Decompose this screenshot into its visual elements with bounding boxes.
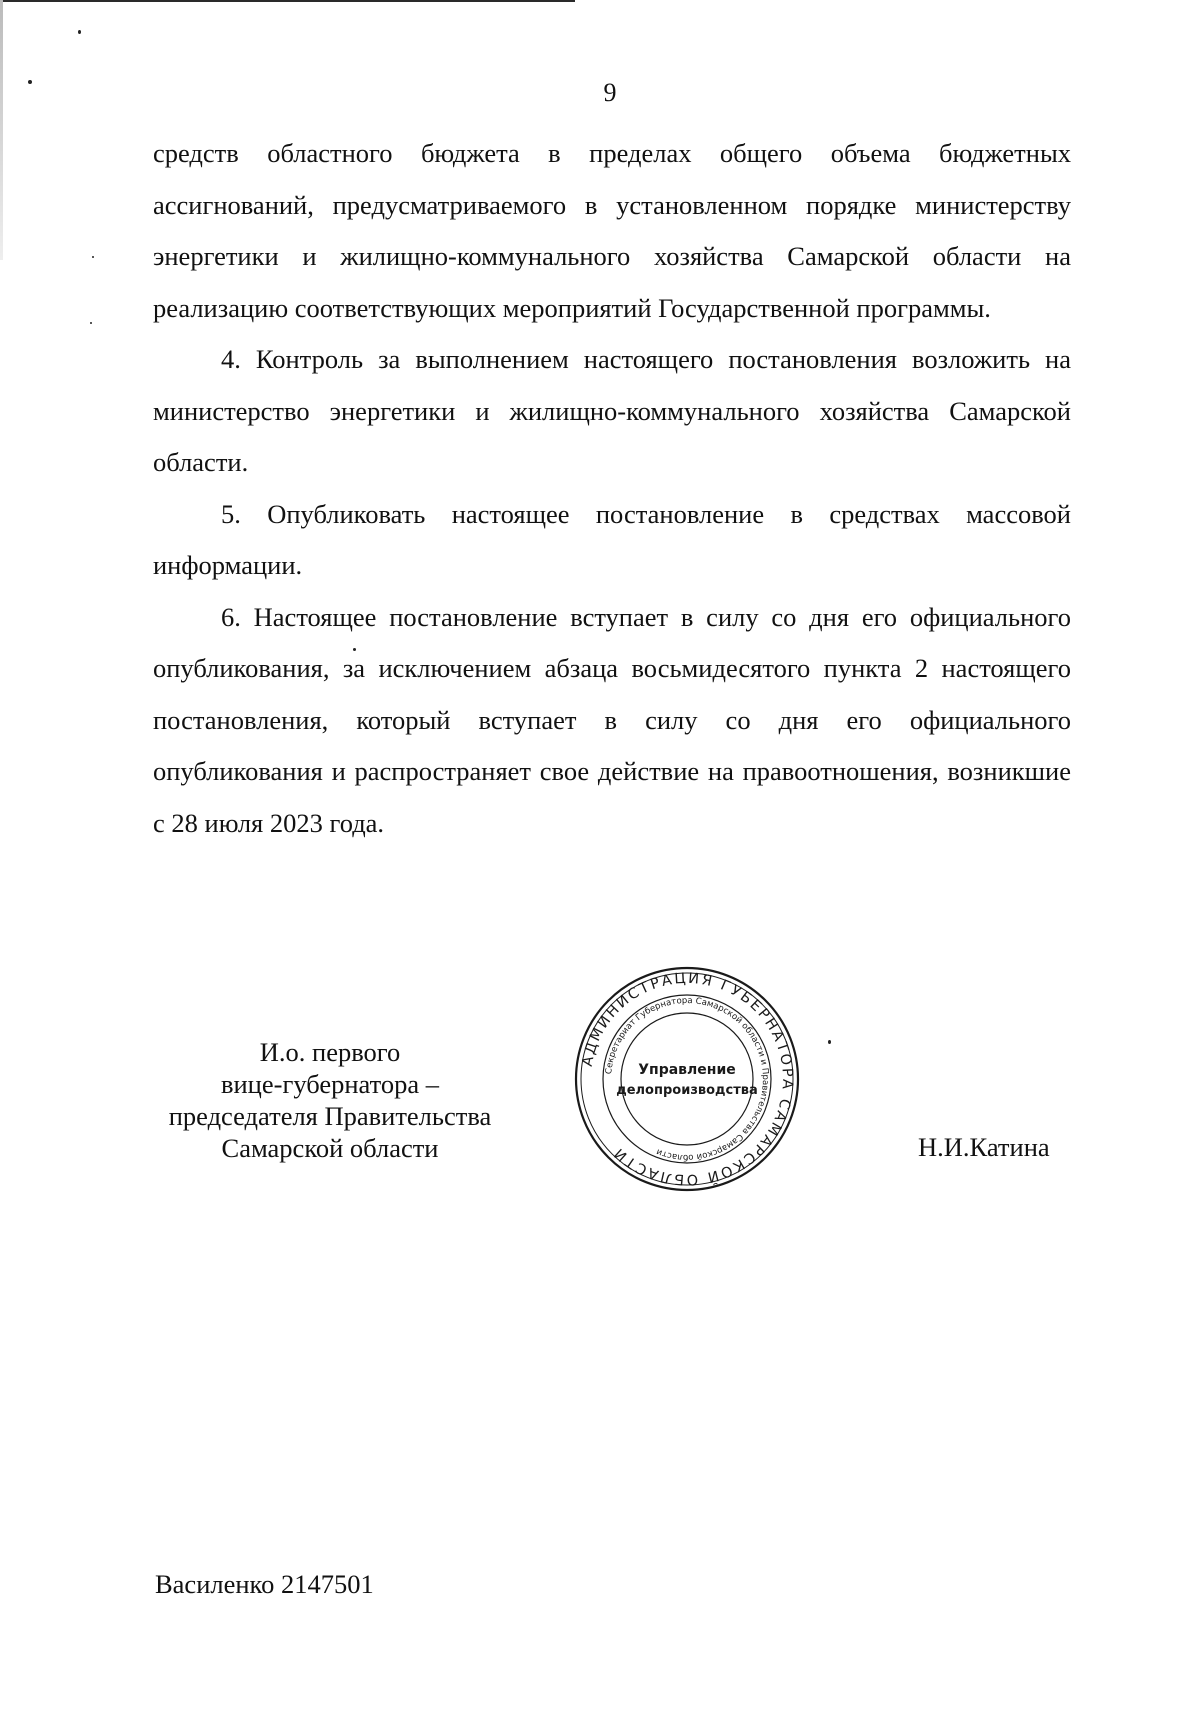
stamp-center-line: делопроизводства: [616, 1083, 758, 1098]
paragraph-6-effective-date: 6. Настоящее постановление вступает в силу со дня его официального опубликования, за исключением абзаца восьмидесятого пункта 2 настоящего постановления, который вступает в силу со дня его официального опубликования и распространяет свое действие на правоотношения, возникшие с 28 июля 2023 года.: [153, 601, 1071, 838]
official-stamp: [572, 964, 802, 1194]
scan-speck: [90, 322, 92, 324]
stamp-middle-text: Секретариат Губернатора Самарской области и Правительства Самарской области: [604, 995, 771, 1163]
executor-contact: Василенко 2147501: [155, 1569, 374, 1599]
stamp-middle-ring: [603, 995, 771, 1163]
scan-speck: [78, 30, 81, 34]
document-body: [153, 128, 1071, 849]
signatory-title-line: вице-губернатора –: [220, 1069, 439, 1099]
scan-left-edge: [0, 0, 3, 260]
paragraph-4-control: 4. Контроль за выполнением настоящего постановления возложить на министерство энергетики и жилищно-коммунального хозяйства Самарской области.: [153, 344, 1071, 477]
paragraph-5-publication: 5. Опубликовать настоящее постановление в средствах массовой информации.: [153, 498, 1071, 580]
paragraph-continuation: средств областного бюджета в пределах общего объема бюджетных ассигнований, предусматриваемого в установленном порядке министерству энергетики и жилищно-коммунального хозяйства Самарской области на реализацию соответствующих мероприятий Государственной программы.: [153, 138, 1071, 323]
scan-top-edge: [0, 0, 575, 2]
scan-speck: [92, 256, 94, 258]
signatory-title: [150, 1036, 510, 1164]
page-number: 9: [603, 78, 617, 107]
stamp-center-line: Управление: [638, 1062, 736, 1078]
scan-speck: [828, 1040, 831, 1044]
stamp-inner-ring: [621, 1013, 753, 1145]
signatory-title-line: И.о. первого: [259, 1037, 401, 1067]
stamp-outer-text: АДМИНИСТРАЦИЯ ГУБЕРНАТОРА САМАРСКОЙ ОБЛАСТИ: [579, 970, 796, 1188]
signer-name: Н.И.Катина: [918, 1132, 1050, 1162]
signatory-title-line: Самарской области: [221, 1133, 439, 1163]
signatory-title-line: председателя Правительства: [168, 1101, 492, 1131]
